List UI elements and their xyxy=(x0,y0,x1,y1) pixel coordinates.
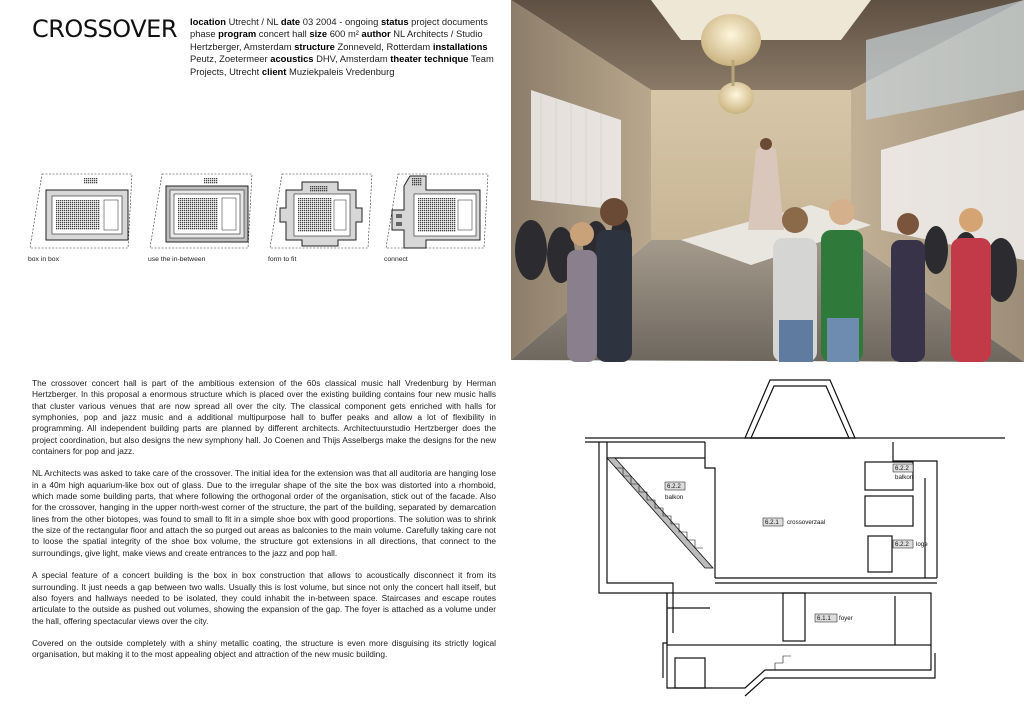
diagram-form-to-fit xyxy=(268,170,380,263)
plan-label-code: 6.2.2 xyxy=(895,465,909,472)
plan-label-code: 6.2.2 xyxy=(667,483,681,490)
diagram-use-the-in-between xyxy=(148,170,260,263)
description-paragraph: A special feature of a concert building is the box in box construction that allows to acoustically disconnect it from its surrounding. It just needs a gap between two walls. Usually this is lost volume, but since not only the concert hall itself, but also foyers and hallways needed to be isolated, they could inhabit the in-between space. Staircases and escape routes articulate to the outside as pushed out volumes, showing the expansion of the gap. The foyer is attached as a volume under the hall, offering spectacular views over the city. xyxy=(32,570,496,626)
meta-label: theater technique xyxy=(390,53,469,65)
meta-value: Utrecht / NL xyxy=(228,16,279,27)
plan-label-name: foyer xyxy=(839,615,853,622)
meta-label: location xyxy=(190,16,226,27)
meta-label: status xyxy=(380,16,409,27)
form-to-fit-drawing xyxy=(268,170,376,252)
meta-label: acoustics xyxy=(270,53,314,65)
plan-label-name: loge xyxy=(916,541,928,548)
section-drawing xyxy=(585,378,1005,708)
concert-hall-rendering xyxy=(511,0,1024,362)
plan-label-code: 6.2.1 xyxy=(765,519,779,526)
diagram-caption: use the in-between xyxy=(148,256,206,263)
plan-label-code: 6.1.1 xyxy=(817,615,831,622)
plan-label-name: crossoverzaal xyxy=(787,519,826,526)
meta-label: client xyxy=(261,65,287,77)
project-description xyxy=(32,378,496,672)
meta-label: size xyxy=(309,28,328,40)
meta-value: 600 m² xyxy=(329,28,359,40)
meta-value: NL Architects / Studio Hertzberger, Amsterdam xyxy=(190,28,483,52)
meta-value: project documents phase xyxy=(190,16,488,40)
diagram-box-in-box xyxy=(28,170,140,263)
diagram-caption: connect xyxy=(384,256,408,263)
diagram-caption: box in box xyxy=(28,256,59,263)
meta-value: DHV, Amsterdam xyxy=(316,53,388,65)
description-paragraph: NL Architects was asked to take care of the crossover. The initial idea for the extension was that all auditoria are hanging lose in a 40m high aquarium-like box out of glass. Due to the irregular shape of the site the box was distorted into a rhomboid, which made some building parts, that where following the orthogonal order of the organisation, stick out of the facade. Also for the crossover, hanging in the upper north-west corner of the structure, the part of the building, separated by demarcation lines from the other biotopes, was found to small to fit in a simple shoe box with good proportions. The solution was to shrink the size of the rectangular floor and attach the so purged out areas as balconies to the main volume. Carefully taking care not to loose the spatial integrity of the shoe box volume, the structure got extensions in all directions, that connect to the surroundings, give light, make views and create entrances to the jazz and pop hall. xyxy=(32,468,496,558)
plan-label-name: balkon xyxy=(895,474,914,481)
project-metadata xyxy=(190,16,495,78)
description-paragraph: The crossover concert hall is part of the ambitious extension of the 60s classical music hall Vredenburg by Herman Hertzberger. In this proposal a enormous structure which is placed over the existing building contains four new music halls that cluster various venues that are now spread all over the city. The classical component gets enriched with halls for symphonies, pop and jazz music and a additional multipurpose hall to buffer peaks and allow a lot of flexibility in programming. All independent building parts are planned by different architects. Architectuurstudio Hertzberger does the project coordination, but also designs the new symphony hall. Jo Coenen and Thijs Asselbergs make the designs for the new containers for pop and jazz. xyxy=(32,378,496,457)
in-between-drawing xyxy=(148,170,256,252)
meta-label: date xyxy=(280,16,301,27)
hall-interior-image xyxy=(511,0,1024,362)
meta-value: Peutz, Zoetermeer xyxy=(190,53,268,65)
meta-value: Zonneveld, Rotterdam xyxy=(337,40,431,52)
description-paragraph: Covered on the outside completely with a shiny metallic coating, the structure is even more disguising its strictly logical organisation, but making it to the most appealing object and attraction of the new music building. xyxy=(32,637,496,660)
connect-drawing xyxy=(384,170,492,252)
plan-label-name: balkon xyxy=(665,494,684,501)
meta-label: installations xyxy=(432,40,488,52)
meta-label: author xyxy=(361,28,391,40)
meta-value: 03 2004 - ongoing xyxy=(302,16,379,27)
concept-diagrams xyxy=(28,170,498,270)
project-title: CROSSOVER xyxy=(32,15,178,43)
diagram-connect xyxy=(384,170,496,263)
box-in-box-drawing xyxy=(28,170,136,252)
meta-value: Muziekpaleis Vredenburg xyxy=(289,65,395,77)
meta-label: program xyxy=(218,28,257,40)
building-section-svg xyxy=(585,378,1005,708)
plan-label-code: 6.2.2 xyxy=(895,541,909,548)
meta-value: Team Projects, Utrecht xyxy=(190,53,494,77)
meta-label: structure xyxy=(294,40,335,52)
diagram-caption: form to fit xyxy=(268,256,297,263)
meta-value: concert hall xyxy=(258,28,307,40)
